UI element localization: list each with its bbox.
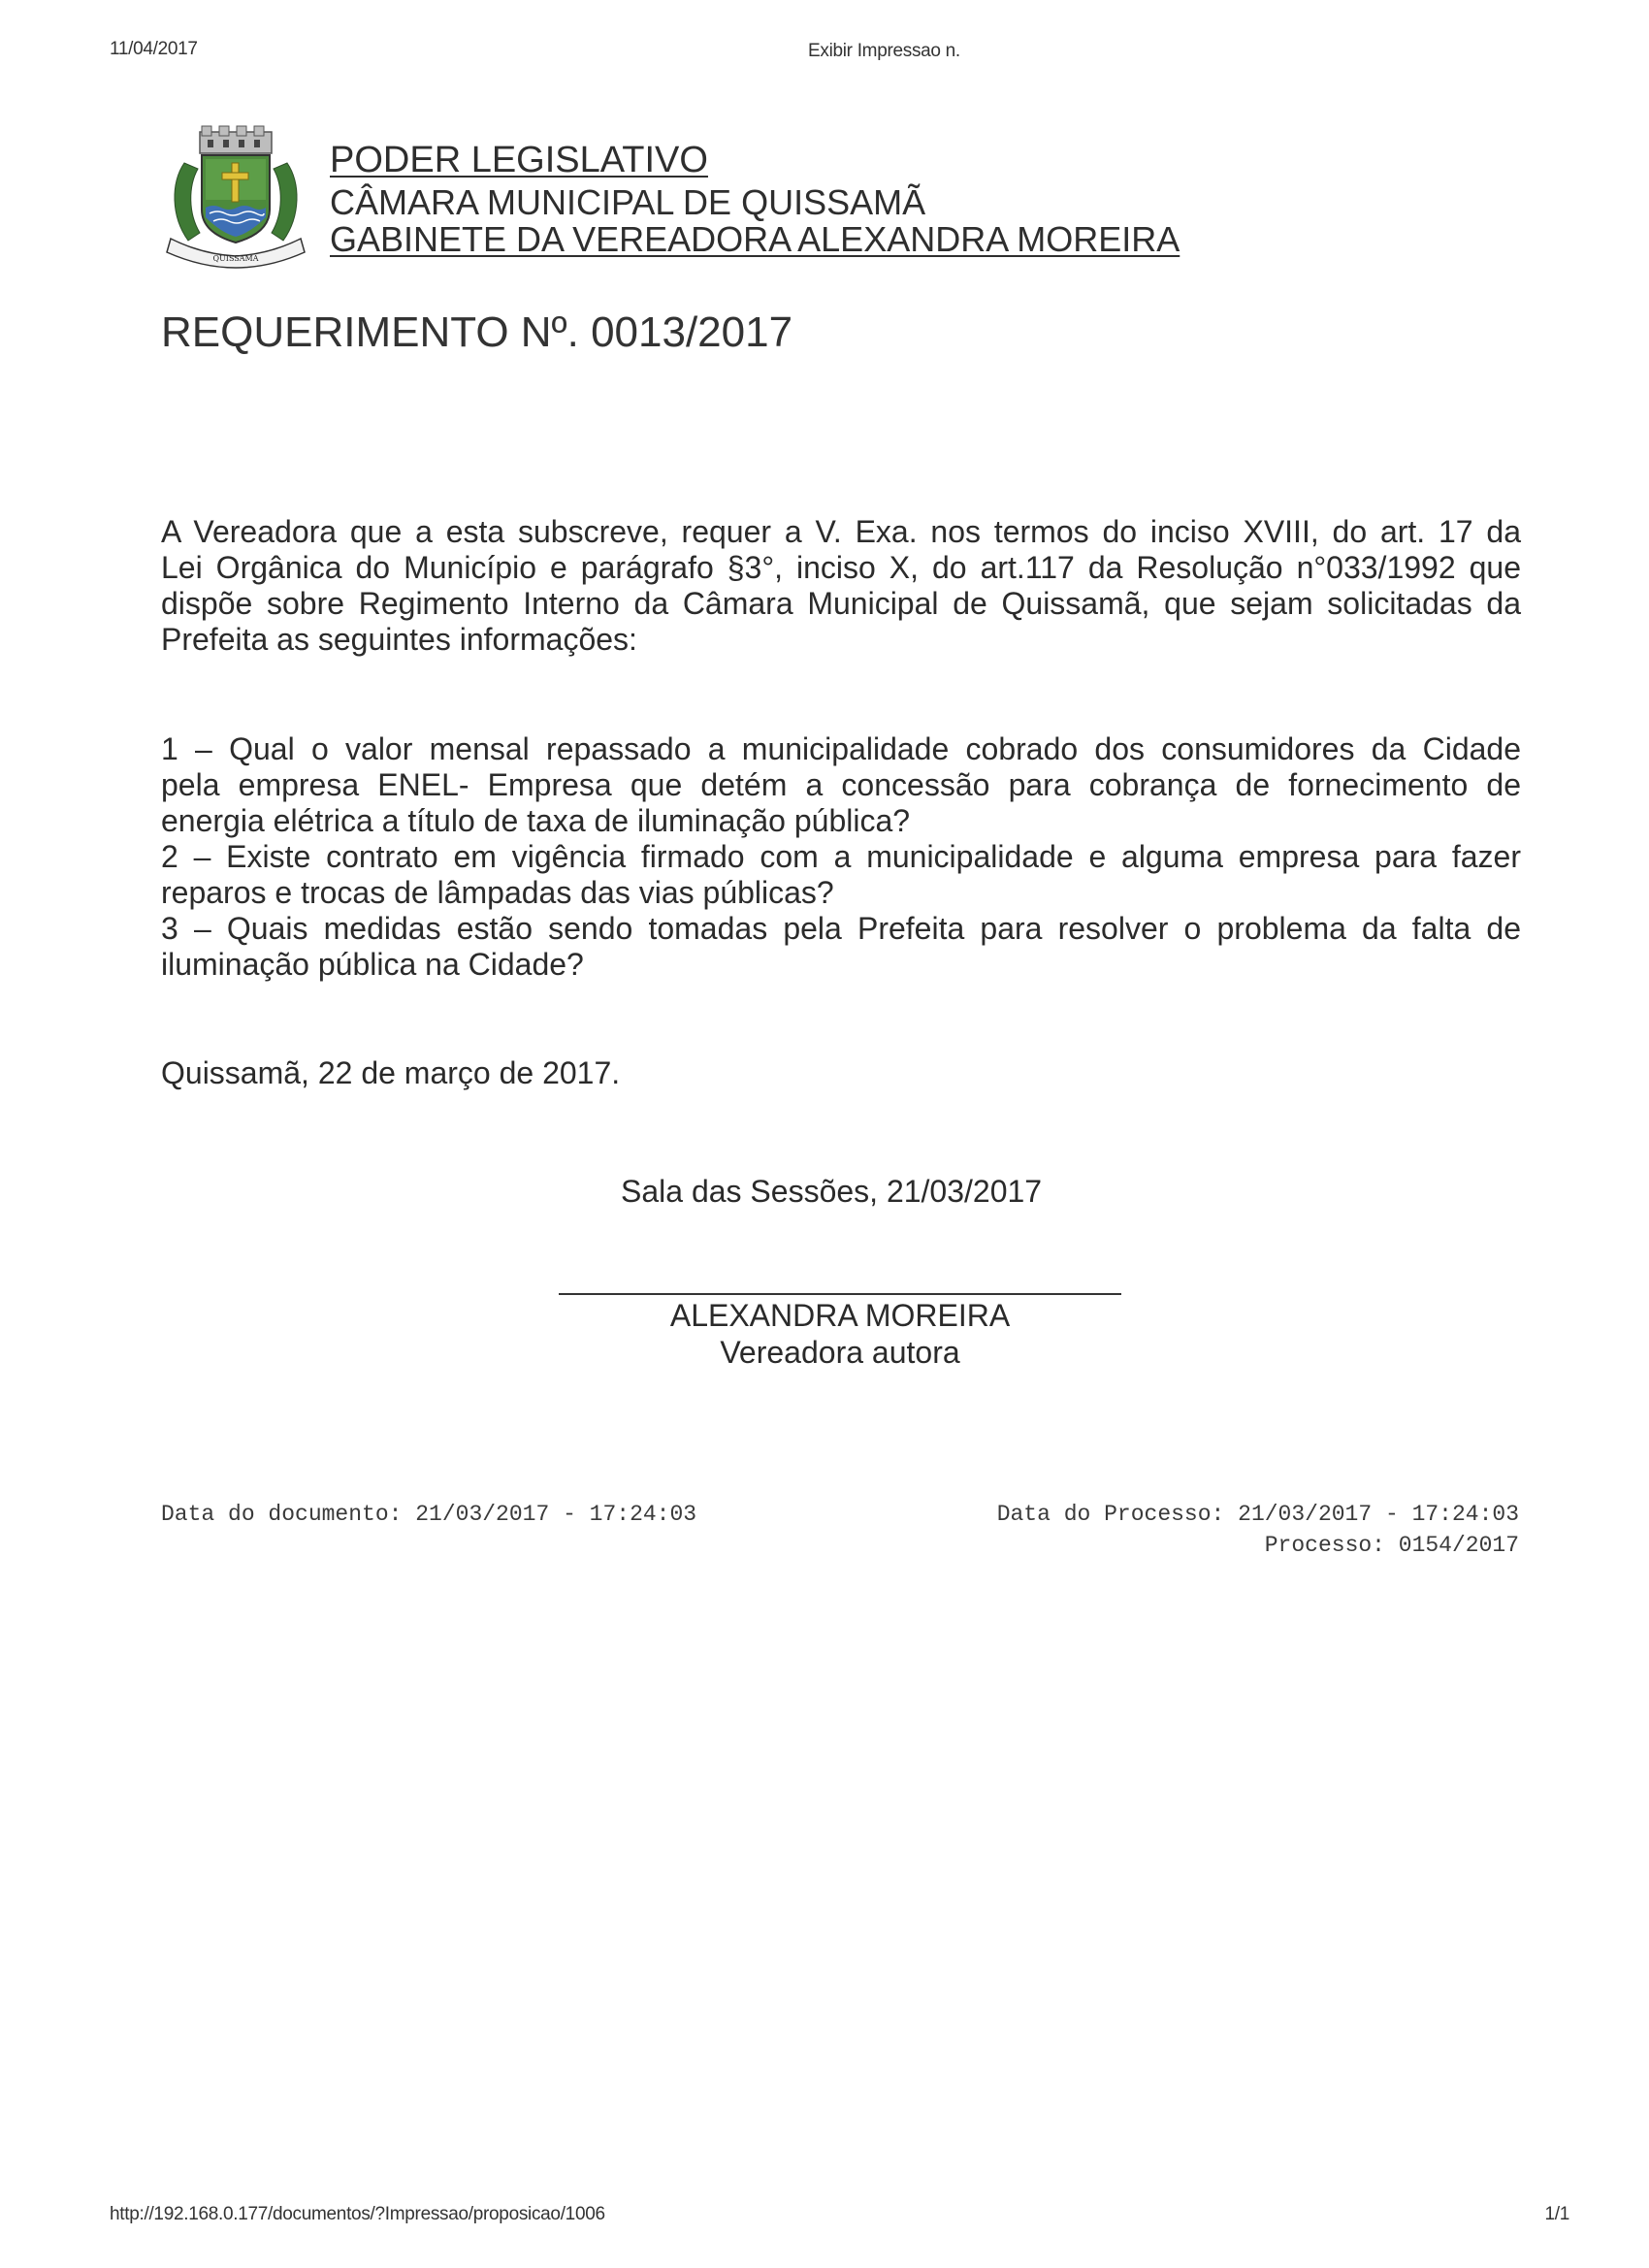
print-page-count: 1/1 — [1544, 2204, 1569, 2224]
signature-name: ALEXANDRA MOREIRA — [669, 1298, 1011, 1333]
session-date: Sala das Sessões, 21/03/2017 — [621, 1174, 1043, 1209]
letterhead-legislative-power: PODER LEGISLATIVO — [330, 140, 708, 180]
question-line: reparos e trocas de lâmpadas das vias públicas? — [161, 875, 834, 910]
print-url: http://192.168.0.177/documentos/?Impressao/proposicao/1006 — [110, 2204, 605, 2224]
process-number: Processo: 0154/2017 — [1264, 1533, 1519, 1558]
question-line: pela empresa ENEL- Empresa que detém a concessão para cobrança de fornecimento de — [161, 767, 1521, 802]
letterhead-office-name: GABINETE DA VEREADORA ALEXANDRA MOREIRA — [330, 219, 1180, 259]
question-line: 2 – Existe contrato em vigência firmado com a municipalidade e alguma empresa para fazer — [161, 839, 1521, 874]
question-line: 1 – Qual o valor mensal repassado a municipalidade cobrado dos consumidores da Cidade — [161, 731, 1521, 766]
question-line: energia elétrica a título de taxa de iluminação pública? — [161, 803, 911, 838]
municipal-coat-of-arms-icon — [163, 124, 308, 270]
intro-line: dispõe sobre Regimento Interno da Câmara Municipal de Quissamã, que sejam solicitadas da — [161, 586, 1521, 621]
print-page-title: Exibir Impressao n. — [808, 41, 960, 61]
letterhead-chamber-name: CÂMARA MUNICIPAL DE QUISSAMÃ — [330, 182, 926, 222]
intro-paragraph — [161, 514, 1521, 658]
signature-role: Vereadora autora — [720, 1335, 960, 1370]
document-title: REQUERIMENTO Nº. 0013/2017 — [161, 308, 793, 356]
intro-line: A Vereadora que a esta subscreve, requer a V. Exa. nos termos do inciso XVIII, do art. 17 da — [161, 514, 1521, 549]
place-and-date: Quissamã, 22 de março de 2017. — [161, 1055, 621, 1090]
questions-list — [161, 731, 1521, 983]
question-line: 3 – Quais medidas estão sendo tomadas pela Prefeita para resolver o problema da falta de — [161, 911, 1521, 946]
intro-line: Prefeita as seguintes informações: — [161, 622, 637, 657]
document-date: Data do documento: 21/03/2017 - 17:24:03 — [161, 1502, 697, 1527]
question-line: iluminação pública na Cidade? — [161, 947, 584, 982]
intro-line: Lei Orgânica do Município e parágrafo §3°, inciso X, do art.117 da Resolução n°033/1992 que — [161, 550, 1521, 585]
crest-banner-text: QUISSAMÃ — [212, 254, 259, 263]
print-date: 11/04/2017 — [110, 39, 198, 59]
signature-line — [559, 1293, 1121, 1295]
process-date: Data do Processo: 21/03/2017 - 17:24:03 — [996, 1502, 1519, 1527]
